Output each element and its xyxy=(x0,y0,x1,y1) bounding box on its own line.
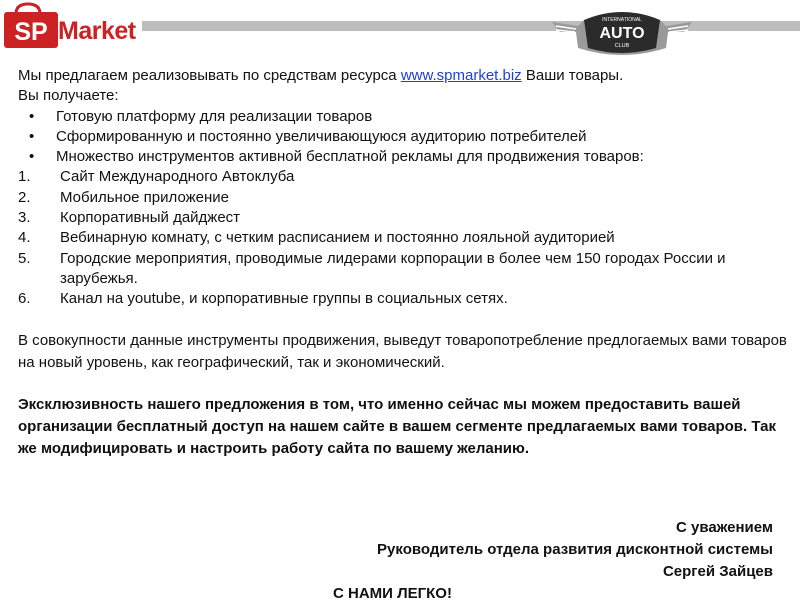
summary-paragraph: В совокупности данные инструменты продвижения, выведут товаропотребление предлогаемых вами товаров на новый уровень, как географический, так и экономический. xyxy=(18,331,787,371)
intro-suffix: Ваши товары. xyxy=(521,67,624,84)
item-number: 4. xyxy=(18,229,31,247)
item-text: Мобильное приложение xyxy=(60,188,229,206)
tools-list xyxy=(18,167,788,309)
item-number: 5. xyxy=(18,249,31,267)
item-number: 3. xyxy=(18,209,31,227)
list-item: • Сформированную и постоянно увеличивающуюся аудиторию потребителей xyxy=(18,127,788,147)
header-bar xyxy=(118,21,800,31)
signature-regards: С уважением xyxy=(675,519,773,536)
logo-market-text: Market xyxy=(58,17,142,46)
signature-name: Сергей Зайцев xyxy=(662,563,773,580)
item-number: 6. xyxy=(18,290,31,308)
list-item xyxy=(18,228,788,248)
spmarket-link[interactable]: www.spmarket.biz xyxy=(400,67,522,84)
header xyxy=(0,0,800,64)
exclusive-offer-paragraph: Эксклюзивность нашего предложения в том, что именно сейчас мы можем предоставить вашей организации бесплатный доступ на нашем сайте в вашем сегменте предлагаемых вами товаров. Так же модифицировать и настроить работу сайта по вашему желанию. xyxy=(18,395,776,457)
signature-block xyxy=(377,517,773,583)
list-item xyxy=(18,167,788,187)
list-item: • Множество инструментов активной бесплатной рекламы для продвижения товаров: xyxy=(18,147,788,167)
list-item: • Готовую платформу для реализации товаров xyxy=(18,107,788,127)
list-item xyxy=(18,188,788,208)
item-number: 1. xyxy=(18,168,31,186)
intro-line xyxy=(18,66,788,86)
club-bottom-text: CLUB xyxy=(614,43,630,49)
intro-text: Мы предлагаем реализовывать по средствам ресурса xyxy=(18,67,401,84)
slogan: С НАМИ ЛЕГКО! xyxy=(333,585,452,602)
club-main-text: AUTO xyxy=(599,25,645,42)
list-item xyxy=(18,289,788,309)
item-text: Городские мероприятия, проводимые лидерами корпорации в более чем 150 городах России и зарубежья. xyxy=(60,249,726,287)
spacer xyxy=(18,374,788,394)
benefits-list xyxy=(18,107,788,168)
auto-club-logo xyxy=(548,2,696,62)
item-text: Корпоративный дайджест xyxy=(60,209,241,227)
main-content xyxy=(18,66,788,460)
club-top-text: INTERNATIONAL xyxy=(602,17,642,23)
item-number: 2. xyxy=(18,188,31,206)
you-get-label: Вы получаете: xyxy=(18,87,119,105)
logo-sp-text: SP xyxy=(14,18,48,46)
item-text: Канал на youtube, и корпоративные группы в социальных сетях. xyxy=(60,290,508,308)
list-item xyxy=(18,208,788,228)
item-text: Вебинарную комнату, с четким расписанием и постоянно лояльной аудиторией xyxy=(60,229,615,247)
shopping-bag-icon xyxy=(0,0,60,50)
item-text: Сайт Международного Автоклуба xyxy=(60,168,295,186)
signature-position: Руководитель отдела развития дисконтной системы xyxy=(377,541,773,558)
spacer xyxy=(18,310,788,330)
list-item xyxy=(18,249,788,290)
spmarket-logo xyxy=(0,0,170,58)
